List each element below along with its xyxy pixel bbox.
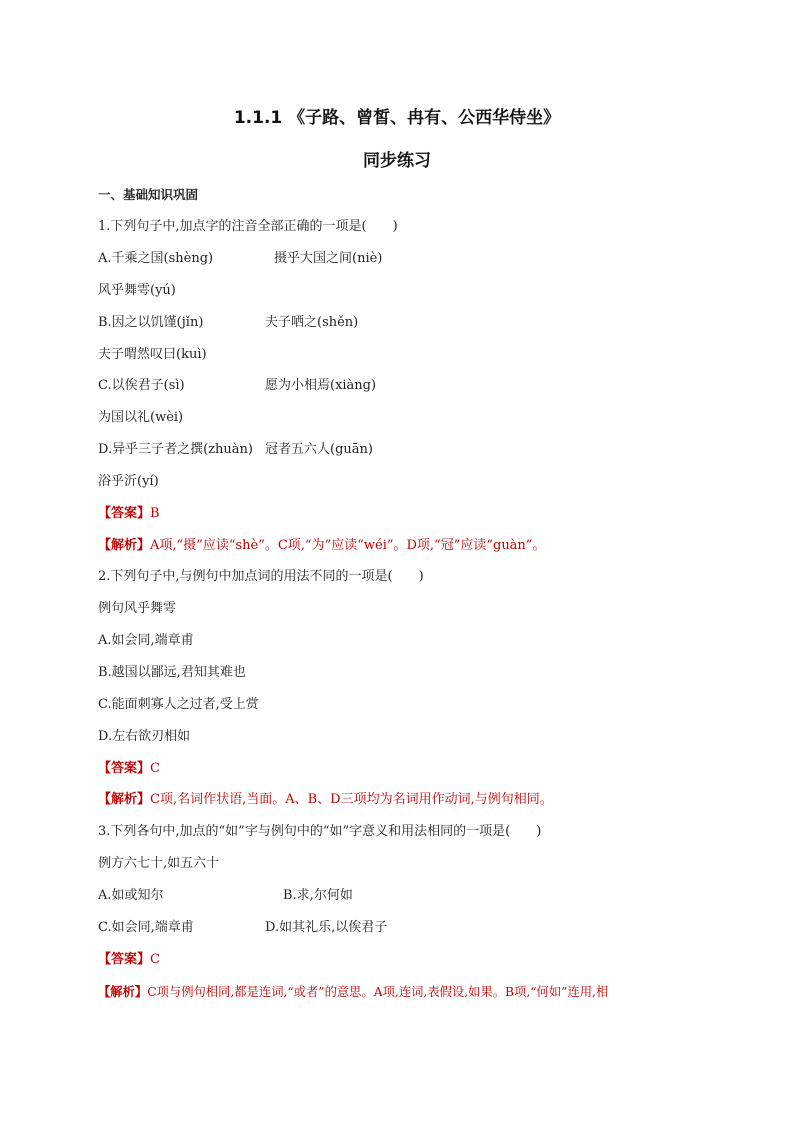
q1-c-part3: 为国以礼(wèi): [98, 410, 184, 425]
q1-c-part2: 愿为小相焉(xiàng): [265, 378, 377, 393]
analysis-tag: 【解析】: [98, 985, 148, 999]
q2-option-a: A.如会同,端章甫: [98, 633, 194, 648]
q1-d-part3: 浴乎沂(yí): [98, 474, 159, 489]
q2-stem: 2.下列句子中,与例句中加点词的用法不同的一项是( ): [98, 569, 424, 584]
q2-option-d: D.左右欲刃相如: [98, 729, 191, 744]
q1-c-part1: C.以俟君子(sì): [98, 378, 185, 393]
q1-b-part2: 夫子哂之(shěn): [265, 315, 359, 330]
q3-answer: [98, 951, 160, 969]
q2-option-b: B.越国以鄙远,君知其难也: [98, 665, 246, 680]
section-heading: 一、基础知识巩固: [98, 187, 199, 202]
analysis-tag: 【解析】: [98, 792, 151, 807]
q2-option-c: C.能面刺寡人之过者,受上赏: [98, 697, 259, 712]
q1-stem: 1.下列句子中,加点字的注音全部正确的一项是( ): [98, 219, 398, 234]
q3-option-b: B.求,尔何如: [283, 888, 353, 903]
answer-tag: 【答案】: [98, 761, 151, 776]
answer-value: C: [150, 761, 160, 776]
q1-a-part3: 风乎舞雩(yú): [98, 283, 176, 298]
analysis-text: C项,名词作状语,当面。A、B、D三项均为名词用作动词,与例句相同。: [150, 792, 553, 807]
q1-d-part2: 冠者五六人(guān): [265, 442, 373, 457]
q3-option-c: C.如会同,端章甫: [98, 920, 194, 935]
answer-value: C: [150, 952, 160, 967]
answer-value: B: [150, 506, 160, 521]
q3-option-a: A.如或知尔: [98, 888, 164, 903]
q3-options-ab: [98, 887, 353, 905]
analysis-tag: 【解析】: [98, 538, 151, 553]
q1-option-d: [98, 441, 373, 459]
q1-d-part1: D.异乎三子者之撰(zhuàn): [98, 442, 253, 457]
answer-tag: 【答案】: [98, 952, 151, 967]
analysis-text: C项与例句相同,都是连词,“或者”的意思。A项,连词,表假设,如果。B项,“何如”连用,相: [147, 985, 609, 999]
q2-analysis: [98, 791, 553, 809]
q3-analysis: [98, 983, 608, 1001]
q1-answer: [98, 505, 160, 523]
q1-b-part1: B.因之以饥馑(jǐn): [98, 315, 204, 330]
q3-option-d: D.如其礼乐,以俟君子: [265, 920, 388, 935]
answer-tag: 【答案】: [98, 506, 151, 521]
q1-option-b: [98, 314, 359, 332]
page-title: 1.1.1 《子路、曾皙、冉有、公西华侍坐》: [233, 108, 561, 128]
q1-a-part2: 摄乎大国之间(niè): [274, 251, 383, 266]
q3-options-cd: [98, 919, 388, 937]
q3-example: 例方六七十,如五六十: [98, 856, 220, 871]
q1-option-c: [98, 377, 377, 395]
page-subtitle: 同步练习: [363, 151, 431, 171]
analysis-text: A项,“摄”应读“shè”。C项,“为”应读“wéi”。D项,“冠”应读“guàn”。: [150, 538, 546, 553]
q2-example: 例句风乎舞雩: [98, 601, 177, 616]
q2-answer: [98, 760, 160, 778]
q3-stem: 3.下列各句中,加点的“如”字与例句中的“如”字意义和用法相同的一项是( ): [98, 824, 542, 839]
q1-b-part3: 夫子喟然叹曰(kuì): [98, 347, 207, 362]
q1-analysis: [98, 537, 545, 555]
q1-a-part1: A.千乘之国(shèng): [98, 251, 214, 266]
q1-option-a: [98, 250, 383, 268]
